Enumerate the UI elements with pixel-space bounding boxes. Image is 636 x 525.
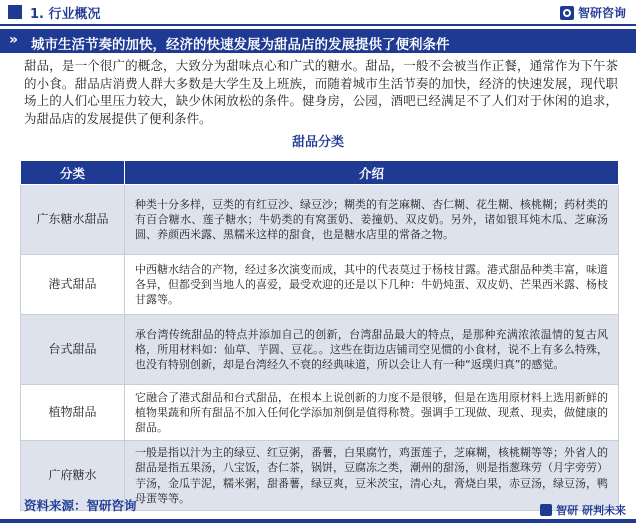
brand-icon <box>540 504 552 516</box>
table-row <box>21 185 619 255</box>
headline-banner <box>0 29 636 53</box>
footer-logo <box>540 502 626 518</box>
header-category: 分类 <box>21 161 125 185</box>
table-row <box>21 315 619 385</box>
table-row <box>21 385 619 441</box>
header-divider <box>0 24 636 26</box>
table-row <box>21 255 619 315</box>
table-header-row <box>21 161 619 185</box>
top-header <box>0 0 636 26</box>
description-cell: 一般是指以汁为主的绿豆、红豆粥，番薯，白果腐竹，鸡蛋莲子，芝麻糊，核桃糊等等；外省人的甜品是指五果汤，八宝饭，杏仁茶，锅饼，豆腐冻之类，潮州的甜汤，则是指葱珠劳（月字旁劳）芋汤，金瓜芋泥，糯米粥，甜番薯，绿豆爽，豆米茨宝，清心丸，膏烧白果，赤豆汤，绿豆汤，鸭母蛋等等。 <box>125 441 619 511</box>
brand-name: 智研咨询 <box>577 6 626 20</box>
description-cell: 中西糖水结合的产物，经过多次演变而成，其中的代表莫过于杨枝甘露。港式甜品种类丰富，味道各异，但都受到当地人的喜爱，最受欢迎的还是以下几种：牛奶炖蛋、双皮奶、芒果西米露、杨枝甘露等。 <box>125 255 619 315</box>
category-cell: 广东糖水甜品 <box>21 185 125 255</box>
brand-logo <box>560 4 626 21</box>
category-cell: 港式甜品 <box>21 255 125 315</box>
section-title: 1. 行业概况 <box>30 7 101 22</box>
headline-text: 城市生活节奏的加快，经济的快速发展为甜品店的发展提供了便利条件 <box>31 37 450 53</box>
category-cell: 台式甜品 <box>21 315 125 385</box>
source-note: 资料来源：智研咨询 <box>24 498 137 513</box>
brand-icon <box>560 6 574 20</box>
category-cell: 广府糖水 <box>21 441 125 511</box>
double-chevron-icon: » <box>9 32 19 48</box>
intro-paragraph: 甜品，是一个很广的概念，大致分为甜味点心和广式的糖水。甜品，一般不会被当作正餐，通常作为下午茶的小食。甜品店消费人群大多数是大学生及上班族，而随着城市生活节奏的加快，经济的快速发展，现代职场上的人们心里压力较大，缺少休闲放松的条件。健身房，公园，酒吧已经满足不了人们对于休闲的追求，为甜品店的发展提供了便利条件。 <box>24 58 618 126</box>
section-marker-icon <box>8 5 22 19</box>
description-cell: 承台湾传统甜品的特点并添加自己的创新，台湾甜品最大的特点，是那种充满浓浓温情的复古风格，所用材料如：仙草、芋圆、豆花。。这些在街边店铺司空见惯的小食材，说不上有多么特殊，也没有特别创新，却是台湾经久不衰的经典味道，所以会让人有一种“返璞归真”的感觉。 <box>125 315 619 385</box>
description-cell: 种类十分多样，豆类的有红豆沙、绿豆沙；糊类的有芝麻糊、杏仁糊、花生糊、核桃糊；药材类的有百合糖水、莲子糖水；牛奶类的有窝蛋奶、姜撞奶、双皮奶。另外，诸如银耳炖木瓜、芝麻汤圆、养颜西米露、黑糯米这样的甜食，也是糖水店里的常备之物。 <box>125 185 619 255</box>
description-cell: 它融合了港式甜品和台式甜品，在根本上说创新的力度不是很够，但是在选用原材料上选用新鲜的植物果蔬和所有甜品不加入任何化学添加剂倒是值得称赞。强调手工现做、现煮、现卖，做健康的甜品。 <box>125 385 619 441</box>
table-title: 甜品分类 <box>291 135 344 150</box>
category-cell: 植物甜品 <box>21 385 125 441</box>
footer-divider <box>0 519 636 523</box>
header-introduction: 介绍 <box>125 161 619 185</box>
footer-brand: 智研 研判未来 <box>556 504 626 517</box>
dessert-category-table <box>20 160 619 511</box>
